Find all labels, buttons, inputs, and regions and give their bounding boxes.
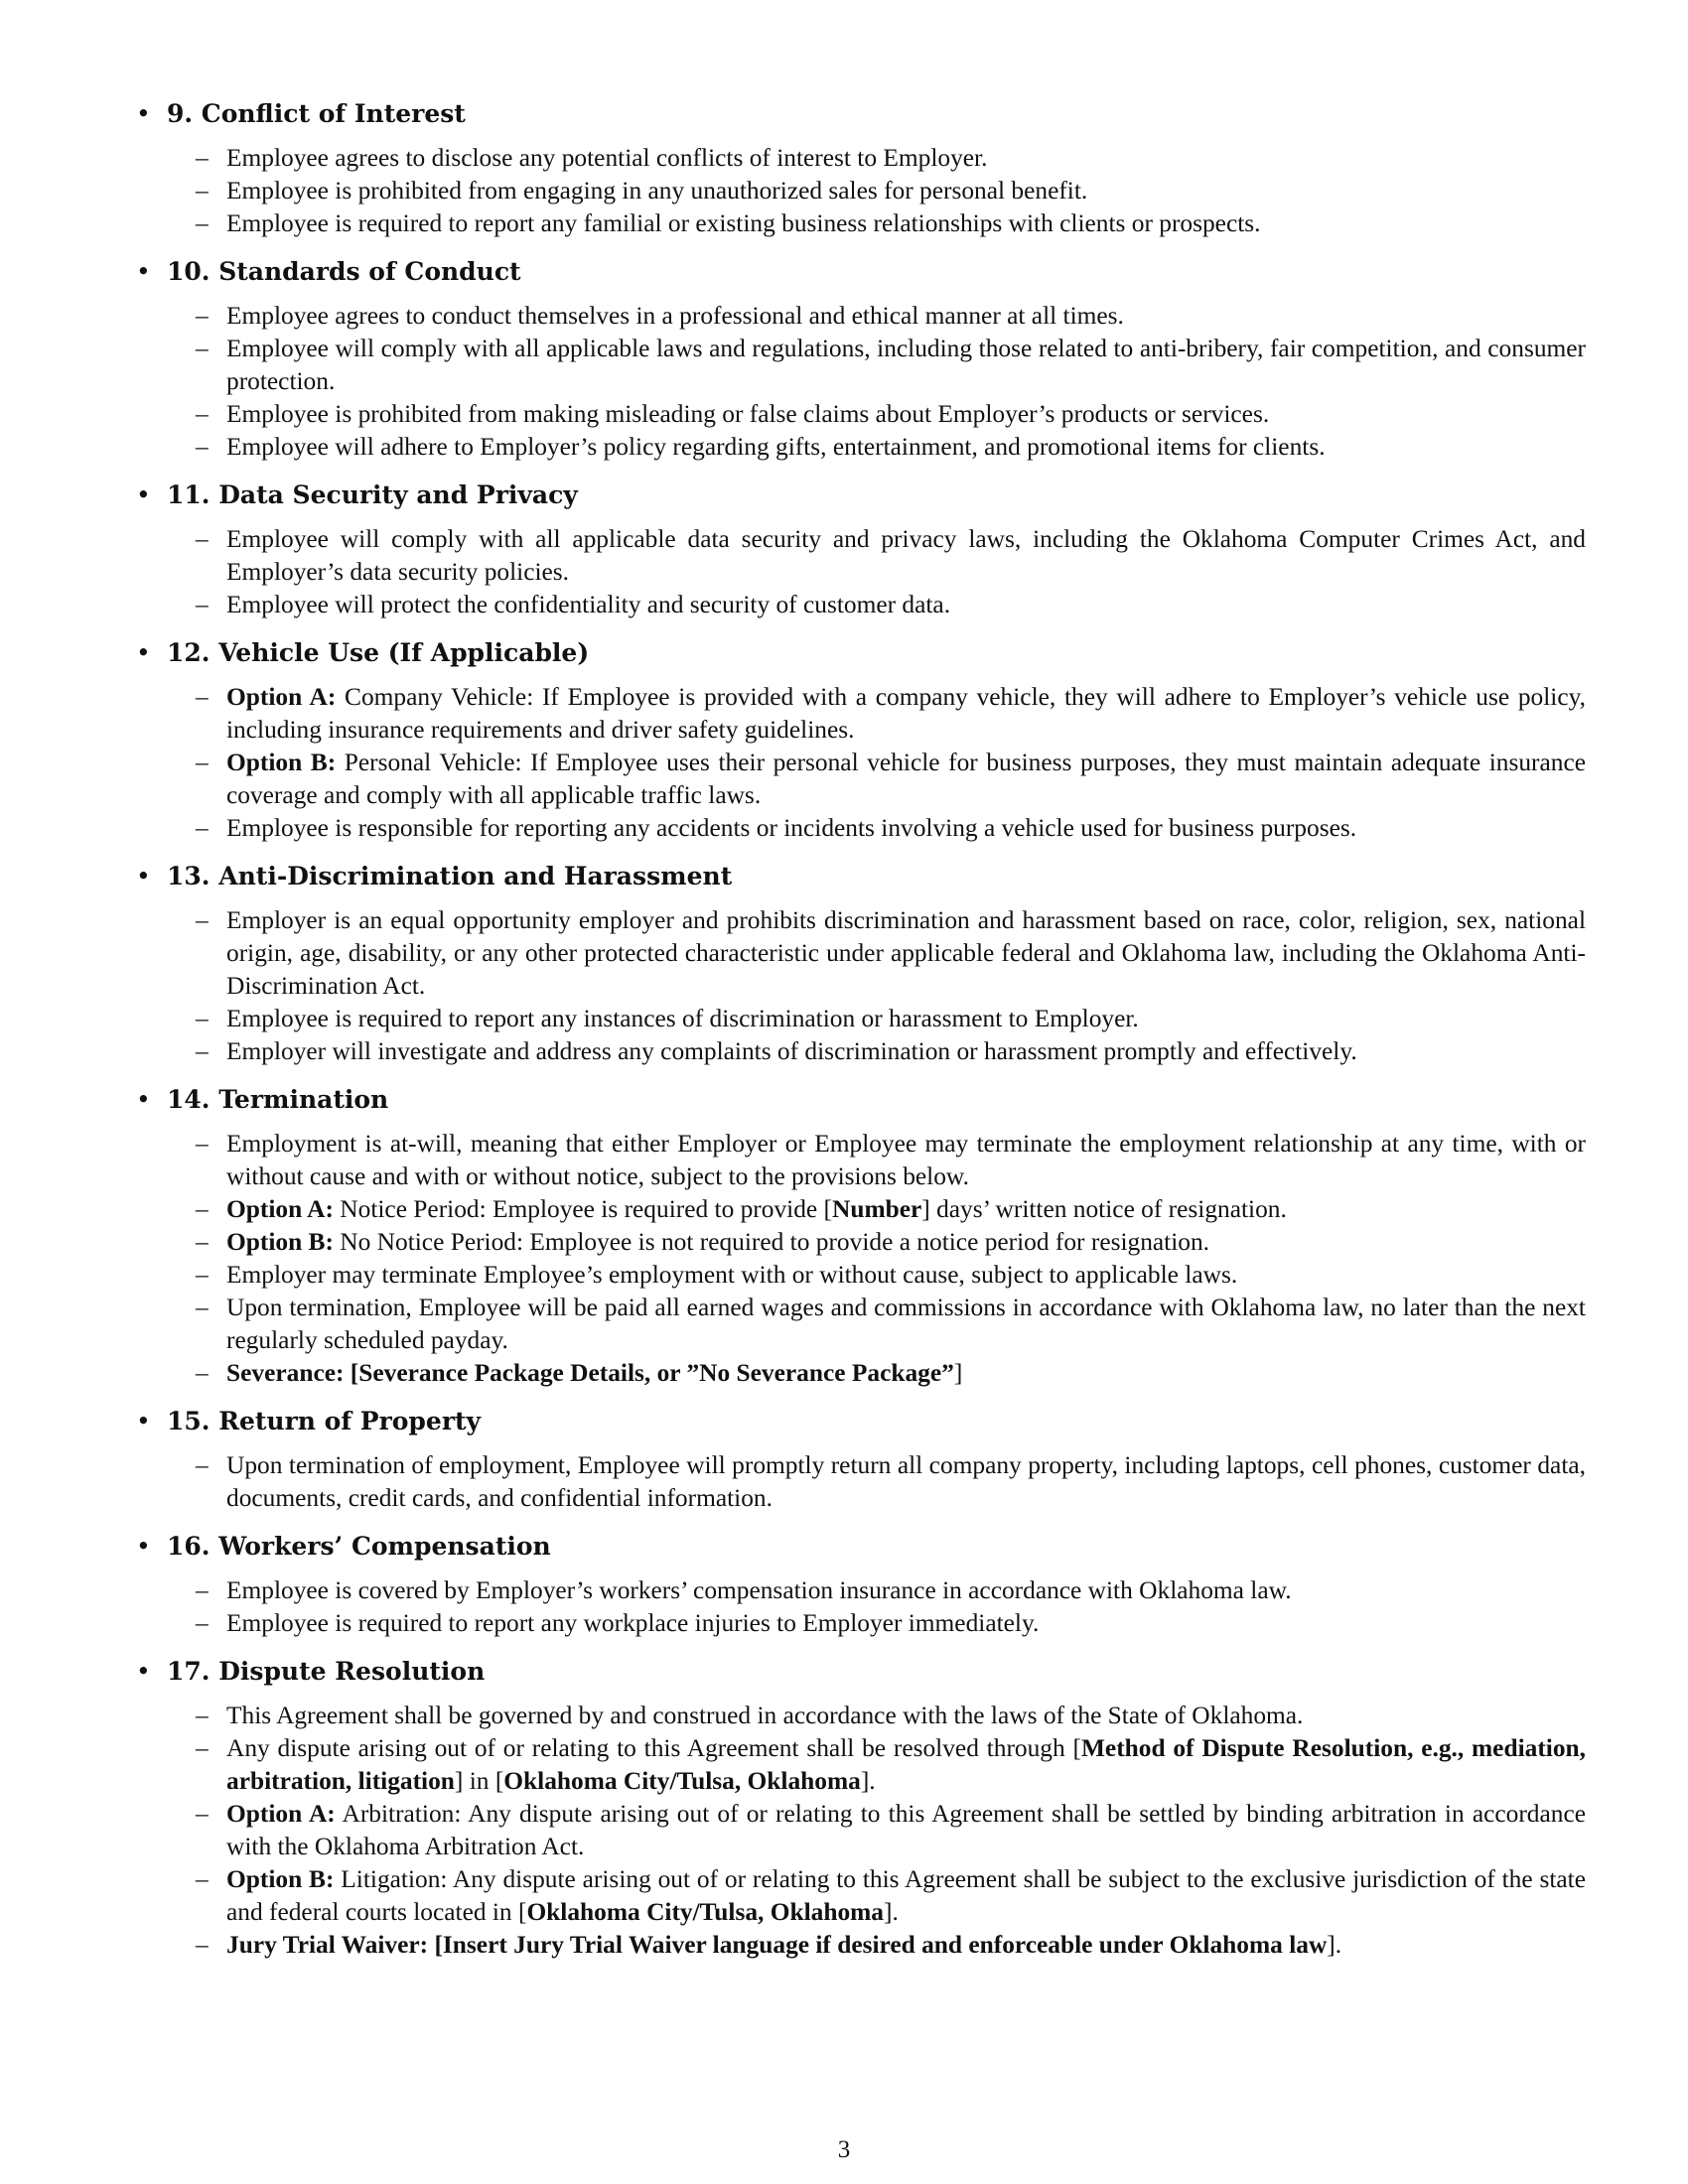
dash-icon: –: [196, 1576, 209, 1604]
dash-icon: –: [196, 177, 209, 205]
item-text: Employer is an equal opportunity employer and prohibits discrimination and harassment based on race, color, religion, sex, national origin, age, disability, or any other protected characteristic under applicable federal and Oklahoma law, including the Oklahoma Anti-Discrimination Act.: [226, 906, 1586, 1000]
list-item: [136, 1732, 1586, 1798]
section-item-list: [136, 904, 1586, 1068]
bullet-icon: •: [136, 862, 151, 890]
section-heading-text: 14. Termination: [167, 1085, 389, 1114]
list-item: [136, 300, 1586, 333]
dash-icon: –: [196, 591, 209, 618]
item-text: Any dispute arising out of or relating to this Agreement shall be resolved through [: [226, 1734, 1081, 1762]
section-heading: [136, 1655, 1586, 1688]
list-item: [136, 1574, 1586, 1607]
section: [136, 97, 1586, 240]
bullet-icon: •: [136, 480, 151, 509]
item-text: Employee is required to report any workplace injuries to Employer immediately.: [226, 1609, 1040, 1637]
dash-icon: –: [196, 906, 209, 934]
section-heading: [136, 97, 1586, 130]
section: [136, 478, 1586, 621]
bullet-icon: •: [136, 1532, 151, 1561]
bullet-icon: •: [136, 257, 151, 286]
dash-icon: –: [196, 335, 209, 362]
dash-icon: –: [196, 1800, 209, 1828]
dash-icon: –: [196, 144, 209, 172]
bold-text: Option B:: [226, 749, 337, 776]
list-item: [136, 431, 1586, 464]
item-text: Arbitration: Any dispute arising out of or relating to this Agreement shall be settled by binding arbitration in accordance with the Oklahoma Arbitration Act.: [226, 1800, 1586, 1860]
section-heading: [136, 1083, 1586, 1116]
item-text: No Notice Period: Employee is not required to provide a notice period for resignation.: [333, 1228, 1210, 1256]
list-item: [136, 1357, 1586, 1390]
item-text: Employee is prohibited from engaging in any unauthorized sales for personal benefit.: [226, 177, 1088, 205]
list-item: [136, 333, 1586, 398]
item-text: Employer will investigate and address any complaints of discrimination or harassment promptly and effectively.: [226, 1037, 1357, 1065]
dash-icon: –: [196, 400, 209, 428]
item-text: Employee will comply with all applicable laws and regulations, including those related to anti-bribery, fair competition, and consumer protection.: [226, 335, 1586, 395]
dash-icon: –: [196, 302, 209, 330]
bullet-icon: •: [136, 1407, 151, 1435]
section: [136, 1655, 1586, 1962]
bold-text: Oklahoma City/Tulsa, Oklahoma: [526, 1898, 884, 1926]
item-text: ]: [953, 1359, 963, 1387]
section-heading-text: 12. Vehicle Use (If Applicable): [167, 638, 590, 667]
dash-icon: –: [196, 1037, 209, 1065]
list-item: [136, 1003, 1586, 1035]
section: [136, 1405, 1586, 1515]
bullet-icon: •: [136, 1657, 151, 1686]
item-text: Employee is covered by Employer’s workers’ compensation insurance in accordance with Oklahoma law.: [226, 1576, 1292, 1604]
list-item: [136, 1226, 1586, 1259]
item-text: Employee agrees to disclose any potential conflicts of interest to Employer.: [226, 144, 988, 172]
list-item: [136, 1193, 1586, 1226]
dash-icon: –: [196, 1261, 209, 1289]
bold-text: Option A:: [226, 1195, 334, 1223]
bullet-icon: •: [136, 1085, 151, 1114]
dash-icon: –: [196, 1228, 209, 1256]
item-text: Employee will adhere to Employer’s policy regarding gifts, entertainment, and promotional items for clients.: [226, 433, 1326, 461]
dash-icon: –: [196, 525, 209, 553]
item-text: Notice Period: Employee is required to provide [: [333, 1195, 832, 1223]
section: [136, 860, 1586, 1068]
list-item: [136, 1449, 1586, 1515]
section-item-list: [136, 523, 1586, 621]
item-text: Personal Vehicle: If Employee uses their personal vehicle for business purposes, they must maintain adequate insurance coverage and comply with all applicable traffic laws.: [226, 749, 1586, 809]
dash-icon: –: [196, 1865, 209, 1893]
list-item: [136, 747, 1586, 812]
section: [136, 1530, 1586, 1640]
section-item-list: [136, 300, 1586, 464]
section-heading-text: 13. Anti-Discrimination and Harassment: [167, 862, 733, 890]
dash-icon: –: [196, 433, 209, 461]
dash-icon: –: [196, 1359, 209, 1387]
dash-icon: –: [196, 1734, 209, 1762]
section-item-list: [136, 681, 1586, 845]
list-item: [136, 681, 1586, 747]
dash-icon: –: [196, 1195, 209, 1223]
list-item: [136, 1798, 1586, 1863]
list-item: [136, 1259, 1586, 1292]
section-heading: [136, 1530, 1586, 1563]
item-text: Employer may terminate Employee’s employment with or without cause, subject to applicable laws.: [226, 1261, 1238, 1289]
list-item: [136, 1607, 1586, 1640]
agreement-sections: [136, 97, 1586, 1977]
list-item: [136, 523, 1586, 589]
item-text: ].: [1327, 1931, 1342, 1959]
section: [136, 1083, 1586, 1390]
dash-icon: –: [196, 1294, 209, 1321]
list-item: [136, 904, 1586, 1003]
dash-icon: –: [196, 209, 209, 237]
bullet-icon: •: [136, 99, 151, 128]
bold-text: Method of Dispute Resolution, e.g., mediation, arbitration, litigation: [226, 1734, 1586, 1795]
bold-text: Option A:: [226, 1800, 336, 1828]
list-item: [136, 1863, 1586, 1929]
dash-icon: –: [196, 1005, 209, 1032]
section-heading-text: 10. Standards of Conduct: [167, 257, 521, 286]
dash-icon: –: [196, 683, 209, 711]
section-item-list: [136, 142, 1586, 240]
dash-icon: –: [196, 1931, 209, 1959]
bold-text: Oklahoma City/Tulsa, Oklahoma: [503, 1767, 861, 1795]
list-item: [136, 207, 1586, 240]
section-heading: [136, 1405, 1586, 1437]
bold-text: Option A:: [226, 683, 337, 711]
section-heading-text: 16. Workers’ Compensation: [167, 1532, 551, 1561]
section-heading: [136, 478, 1586, 511]
list-item: [136, 1035, 1586, 1068]
item-text: Company Vehicle: If Employee is provided with a company vehicle, they will adhere to Employer’s vehicle use policy, including insurance requirements and driver safety guidelines.: [226, 683, 1587, 744]
dash-icon: –: [196, 1609, 209, 1637]
list-item: [136, 1128, 1586, 1193]
item-text: ].: [884, 1898, 899, 1926]
list-item: [136, 589, 1586, 621]
bold-text: Number: [831, 1195, 922, 1223]
section-heading: [136, 255, 1586, 288]
dash-icon: –: [196, 1702, 209, 1729]
section-item-list: [136, 1449, 1586, 1515]
list-item: [136, 1700, 1586, 1732]
section-item-list: [136, 1128, 1586, 1390]
section-heading: [136, 636, 1586, 669]
list-item: [136, 175, 1586, 207]
section-item-list: [136, 1700, 1586, 1962]
item-text: This Agreement shall be governed by and construed in accordance with the laws of the State of Oklahoma.: [226, 1702, 1304, 1729]
list-item: [136, 142, 1586, 175]
item-text: Employee agrees to conduct themselves in a professional and ethical manner at all times.: [226, 302, 1124, 330]
bold-text: Option B:: [226, 1228, 334, 1256]
item-text: Litigation: Any dispute arising out of or relating to this Agreement shall be subject to the exclusive jurisdiction of the state and federal courts located in [: [226, 1865, 1586, 1926]
item-text: Upon termination of employment, Employee will promptly return all company property, including laptops, cell phones, customer data, documents, credit cards, and confidential information.: [226, 1451, 1586, 1512]
item-text: Employee is required to report any instances of discrimination or harassment to Employer.: [226, 1005, 1139, 1032]
list-item: [136, 812, 1586, 845]
dash-icon: –: [196, 749, 209, 776]
section: [136, 255, 1586, 464]
item-text: Employment is at-will, meaning that either Employer or Employee may terminate the employment relationship at any time, with or without cause and with or without notice, subject to the provisions below.: [226, 1130, 1586, 1190]
item-text: Employee is prohibited from making misleading or false claims about Employer’s products or services.: [226, 400, 1270, 428]
list-item: [136, 1929, 1586, 1962]
section: [136, 636, 1586, 845]
section-heading-text: 15. Return of Property: [167, 1407, 482, 1435]
list-item: [136, 398, 1586, 431]
dash-icon: –: [196, 1451, 209, 1479]
list-item: [136, 1292, 1586, 1357]
section-heading-text: 11. Data Security and Privacy: [167, 480, 578, 509]
bold-text: Severance: [Severance Package Details, or ”No Severance Package”: [226, 1359, 954, 1387]
dash-icon: –: [196, 1130, 209, 1158]
bold-text: Option B:: [226, 1865, 335, 1893]
bullet-icon: •: [136, 638, 151, 667]
section-item-list: [136, 1574, 1586, 1640]
item-text: Employee will comply with all applicable data security and privacy laws, including the Oklahoma Computer Crimes Act, and Employer’s data security policies.: [226, 525, 1586, 586]
item-text: Employee will protect the confidentiality and security of customer data.: [226, 591, 951, 618]
page-number: 3: [837, 2136, 851, 2163]
item-text: Employee is required to report any familial or existing business relationships with clients or prospects.: [226, 209, 1261, 237]
item-text: ].: [860, 1767, 876, 1795]
dash-icon: –: [196, 814, 209, 842]
section-heading-text: 9. Conflict of Interest: [167, 99, 466, 128]
section-heading-text: 17. Dispute Resolution: [167, 1657, 486, 1686]
bold-text: Jury Trial Waiver: [Insert Jury Trial Waiver language if desired and enforceable under Oklahoma law: [226, 1931, 1328, 1959]
item-text: ] in [: [454, 1767, 504, 1795]
item-text: ] days’ written notice of resignation.: [921, 1195, 1287, 1223]
section-heading: [136, 860, 1586, 892]
item-text: Employee is responsible for reporting any accidents or incidents involving a vehicle used for business purposes.: [226, 814, 1357, 842]
item-text: Upon termination, Employee will be paid all earned wages and commissions in accordance with Oklahoma law, no later than the next regularly scheduled payday.: [226, 1294, 1586, 1354]
